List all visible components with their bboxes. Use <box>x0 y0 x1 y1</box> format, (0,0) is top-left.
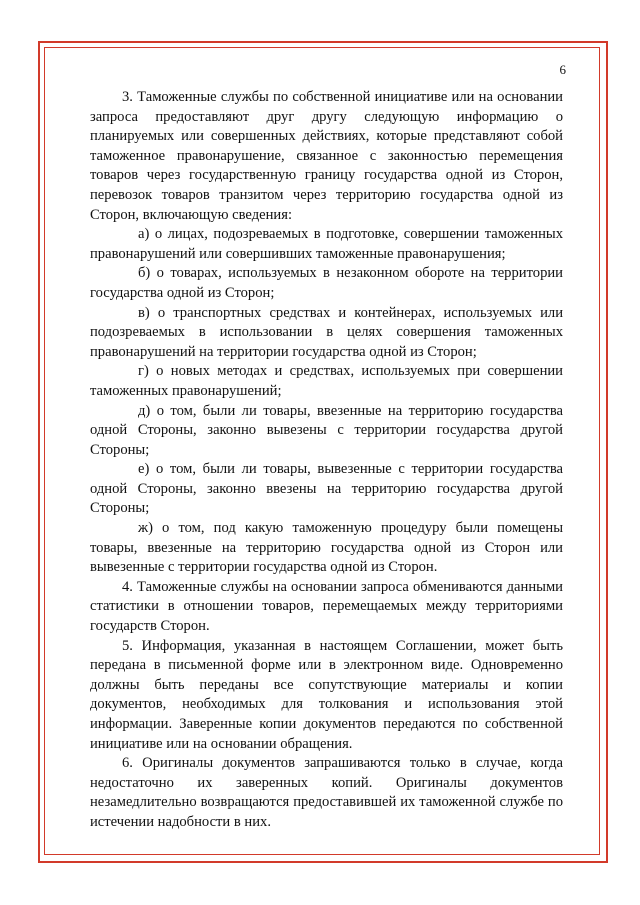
paragraph-6: 6. Оригиналы документов запрашиваются только в случае, когда недостаточно их заверенных копий. Оригиналы документов незамедлительно возвращаются предоставившей их таможенной службе по истечении надобности в них. <box>90 755 563 830</box>
document-body <box>90 88 563 833</box>
page-number: 6 <box>559 62 566 77</box>
item-g: г) о новых методах и средствах, используемых при совершении таможенных правонарушений; <box>90 363 563 399</box>
paragraph-4: 4. Таможенные службы на основании запроса обмениваются данными статистики в отношении товаров, перемещаемых между территориями государств Сторон. <box>90 578 563 635</box>
item-zh: ж) о том, под какую таможенную процедуру были помещены товары, ввезенные на территорию государства одной из Сторон или вывезенные с территории государства одной из Сторон. <box>90 520 563 576</box>
item-d: д) о том, были ли товары, ввезенные на территорию государства одной Стороны, законно вывезены с территории государства другой Стороны; <box>90 402 563 458</box>
item-e: е) о том, были ли товары, вывезенные с территории государства одной Стороны, законно ввезены на территорию государства другой Стороны; <box>90 461 563 517</box>
item-b: б) о товарах, используемых в незаконном обороте на территории государства одной из Сторон; <box>90 265 563 301</box>
paragraph-5: 5. Информация, указанная в настоящем Соглашении, может быть передана в письменной форме или в электронном виде. Одновременно должны быть переданы все сопутствующие материалы и копии документов, необходимых для толкования и использования этой информации. Заверенные копии документов передаются по собственной инициативе или на основании обращения. <box>90 637 563 752</box>
paragraph-3: 3. Таможенные службы по собственной инициативе или на основании запроса предоставляют друг другу следующую информацию о планируемых или совершенных действиях, которые представляют собой таможенное правонарушение, связанное с законностью перемещения товаров через государственную границу государства одной из Сторон, перевозок товаров транзитом через территорию государства одной из Сторон, включающую сведения: <box>90 89 563 223</box>
item-a: а) о лицах, подозреваемых в подготовке, совершении таможенных правонарушений или совершивших таможенные правонарушения; <box>90 226 563 262</box>
item-v: в) о транспортных средствах и контейнерах, используемых или подозреваемых в использовании в целях совершения таможенных правонарушений на территории государства одной из Сторон; <box>90 304 563 360</box>
